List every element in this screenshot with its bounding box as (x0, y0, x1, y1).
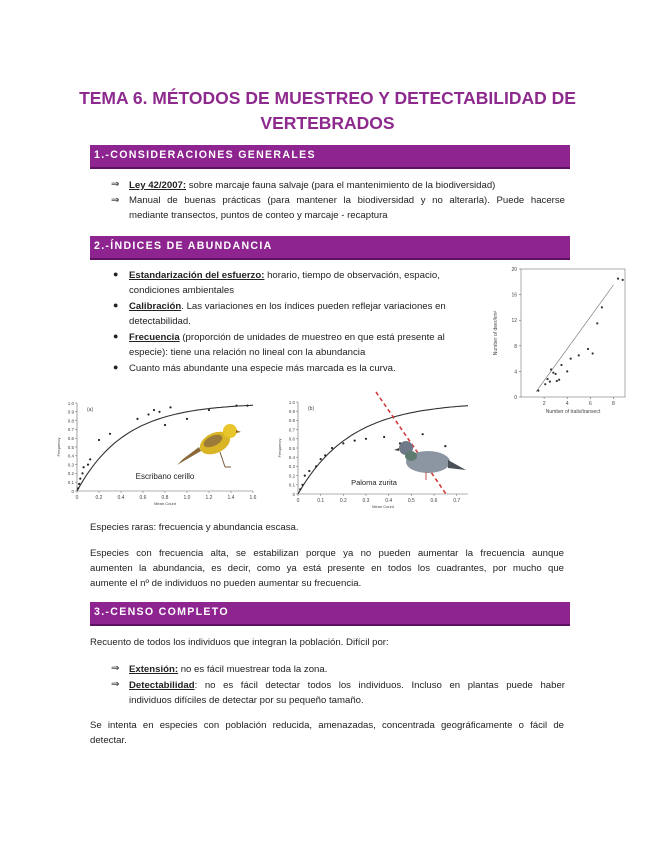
arrow-icon: ⇒ (111, 195, 120, 206)
data-point (342, 442, 344, 444)
data-point (98, 439, 100, 441)
x-tick-label: 0.2 (339, 498, 347, 504)
data-point (320, 458, 322, 460)
bullet-frequency (129, 330, 489, 360)
y-tick-label: 0.2 (288, 473, 295, 479)
detectability-item (129, 678, 565, 708)
y-tick-label: 20 (511, 267, 517, 273)
bullet-standardization (129, 268, 489, 298)
text-detectability-2: individuos difíciles de detectar por su pequeño tamaño. (129, 695, 364, 706)
y-tick-label: 0 (71, 488, 74, 494)
bullet-icon: ● (113, 269, 119, 279)
x-axis-label: Number of trails/transect (545, 409, 601, 415)
section-2-header (90, 236, 570, 260)
data-point (560, 364, 562, 366)
frequency-chart-b (278, 390, 478, 510)
x-tick-label: 0.2 (95, 495, 103, 501)
y-tick-label: 0.6 (67, 436, 74, 441)
data-point (169, 406, 171, 408)
data-point (89, 458, 91, 460)
term-calibration: Calibración (129, 301, 182, 312)
data-point (153, 409, 155, 411)
panel-label: (a) (87, 407, 94, 413)
data-point (81, 472, 83, 474)
y-tick-label: 0.8 (288, 418, 295, 424)
manual-line-1: Manual de buenas prácticas (para mantener la biodiversidad y no alterarla). Puede hacerse (129, 195, 565, 206)
y-tick-label: 4 (514, 369, 517, 376)
x-tick-label: 1.6 (249, 495, 257, 501)
y-tick-label: 0.4 (288, 455, 295, 460)
data-point (79, 478, 81, 480)
hf-line-2: aumenten la abundancia, es decir, como ya está presente en todos los cuadrantes, por mucho que (90, 563, 564, 574)
data-point (147, 413, 149, 415)
text-standardization-2: condiciones ambientales (129, 285, 235, 296)
data-point (558, 379, 560, 381)
text-extension: no es fácil muestrear toda la zona. (178, 664, 328, 675)
bullet-abundance (129, 361, 489, 376)
data-point (246, 405, 248, 407)
data-point (235, 405, 237, 407)
data-point (546, 378, 548, 380)
frequency-chart-a (55, 395, 265, 510)
y-axis-label: Frequency (277, 438, 282, 458)
pigeon-tail (448, 460, 466, 470)
term-frequency: Frecuencia (129, 332, 180, 343)
law-item (129, 178, 495, 193)
bullet-icon: ● (113, 300, 119, 310)
census-closing (90, 718, 564, 748)
data-point (109, 433, 111, 435)
data-point (83, 466, 85, 468)
y-tick-label: 0.2 (67, 471, 74, 477)
y-tick-label: 0.1 (67, 480, 74, 485)
y-tick-label: 0 (292, 491, 295, 497)
x-axis-label: Mean Count (154, 501, 176, 506)
y-tick-label: 1.0 (288, 399, 295, 405)
data-point (186, 418, 188, 420)
arrow-icon: ⇒ (111, 663, 120, 674)
data-point (299, 488, 301, 490)
law-term: Ley 42/2007: (129, 180, 187, 191)
y-tick-label: 0.3 (67, 462, 74, 468)
data-point (617, 278, 619, 280)
x-tick-label: 0.1 (317, 498, 325, 504)
closing-line-2: detectar. (90, 735, 127, 746)
deer-scatter-chart (485, 263, 630, 420)
x-tick-label: 0 (75, 495, 79, 501)
term-extension: Extensión: (129, 664, 179, 675)
data-point (587, 348, 589, 350)
text-calibration: . Las variaciones en los índices pueden reflejar variaciones en (181, 301, 446, 312)
data-point (87, 464, 89, 466)
data-point (544, 383, 546, 385)
data-point (555, 373, 557, 375)
data-point (552, 372, 554, 374)
hf-line-3: aumente el nº de individuos no pueden aumentar su frecuencia. (90, 578, 362, 589)
text-frequency: (proporción de unidades de muestreo en que está presente al (179, 332, 445, 343)
bullet-icon: ● (113, 362, 119, 372)
data-point (566, 370, 568, 372)
data-point (601, 306, 603, 308)
data-point (537, 390, 539, 392)
data-point (550, 368, 552, 370)
y-tick-label: 0.3 (288, 464, 295, 470)
bird-tail (177, 447, 201, 465)
x-tick-label: 8 (612, 401, 615, 407)
x-tick-label: 1.0 (183, 495, 191, 501)
x-tick-label: 0.4 (385, 498, 393, 504)
y-tick-label: 0.6 (288, 436, 295, 442)
plot-frame (521, 269, 625, 397)
data-point (136, 418, 138, 420)
data-point (556, 380, 558, 382)
y-tick-label: 0.7 (288, 427, 295, 433)
bird-head (223, 424, 237, 438)
data-point (208, 409, 210, 411)
x-tick-label: 0.6 (139, 495, 147, 501)
y-tick-label: 12 (511, 318, 517, 325)
x-tick-label: 1.2 (205, 495, 213, 501)
data-point (622, 279, 624, 281)
data-point (578, 354, 580, 356)
data-point (570, 358, 572, 360)
arrow-icon: ⇒ (111, 179, 120, 190)
x-tick-label: 6 (588, 401, 592, 407)
data-point (444, 445, 446, 447)
y-tick-label: 0.9 (67, 409, 74, 415)
species-label-paloma: Paloma zurita (351, 478, 397, 487)
y-tick-label: 0.1 (288, 482, 295, 488)
x-tick-label: 0.5 (407, 498, 415, 504)
x-tick-label: 0.4 (117, 495, 125, 501)
data-point (324, 454, 326, 456)
x-tick-label: 0.8 (161, 495, 169, 501)
hf-line-1: Especies con frecuencia alta, se estabilizan porque ya no pueden aumentar la frecuencia aunque (90, 548, 564, 559)
y-tick-label: 0.5 (67, 444, 74, 450)
section-2-heading: 2.-ÍNDICES DE ABUNDANCIA (94, 240, 273, 252)
section-1-heading: 1.-CONSIDERACIONES GENERALES (94, 149, 316, 161)
panel-label: (b) (308, 406, 315, 412)
x-tick-label: 2 (542, 401, 546, 407)
data-point (158, 411, 160, 413)
bird-beak (236, 430, 241, 433)
y-axis-label: Number of deer/km² (493, 310, 499, 356)
data-point (422, 433, 424, 435)
data-point (549, 381, 551, 383)
y-tick-label: 16 (511, 292, 517, 299)
high-frequency-paragraph (90, 546, 564, 591)
y-tick-label: 8 (514, 343, 517, 350)
data-point (77, 487, 79, 489)
data-point (78, 483, 80, 485)
x-tick-label: 4 (565, 401, 569, 407)
y-tick-label: 0.5 (288, 445, 295, 451)
bullet-icon: ● (113, 331, 119, 341)
term-detectability: Detectabilidad (129, 680, 195, 691)
data-point (383, 436, 385, 438)
data-point (308, 470, 310, 472)
x-tick-label: 0.7 (453, 498, 461, 504)
y-tick-label: 0.4 (67, 453, 74, 459)
data-point (592, 352, 594, 354)
trend-line (536, 285, 613, 392)
census-intro: Recuento de todos los individuos que integran la población. Difícil por: (90, 637, 389, 648)
x-axis-label: Mean Count (372, 504, 394, 509)
data-point (365, 438, 367, 440)
text-calibration-2: detectabilidad. (129, 316, 191, 327)
section-1-header (90, 145, 570, 169)
y-tick-label: 0 (514, 395, 517, 401)
x-tick-label: 0.3 (362, 498, 370, 504)
title-line-1: TEMA 6. MÉTODOS DE MUESTREO Y DETECTABILIDAD DE (79, 88, 576, 108)
data-point (304, 475, 306, 477)
data-point (596, 322, 598, 324)
y-axis-label: Frequency (56, 437, 61, 457)
x-tick-label: 0 (296, 498, 300, 504)
data-point (164, 424, 166, 426)
y-tick-label: 1.0 (67, 400, 74, 406)
pigeon-beak (394, 448, 399, 451)
y-tick-label: 0.8 (67, 418, 74, 424)
y-tick-label: 0.7 (67, 427, 74, 433)
page-title (60, 86, 595, 136)
extension-item (129, 662, 327, 677)
y-tick-label: 0.9 (288, 409, 295, 414)
data-point (301, 484, 303, 486)
arrow-icon: ⇒ (111, 679, 120, 690)
x-tick-label: 1.4 (227, 495, 235, 501)
manual-item (129, 193, 565, 223)
species-label-escribano: Escribano cerillo (135, 472, 195, 481)
title-line-2: VERTEBRADOS (260, 113, 395, 133)
text-abundance: Cuanto más abundante una especie más marcada es la curva. (129, 363, 396, 374)
text-standardization: horario, tiempo de observación, espacio, (264, 270, 440, 281)
data-point (315, 465, 317, 467)
text-frequency-2: especie): tiene una relación no lineal con la abundancia (129, 347, 366, 358)
pigeon-neck (405, 451, 417, 461)
data-point (354, 440, 356, 442)
bird-leg (220, 452, 225, 467)
section-3-heading: 3.-CENSO COMPLETO (94, 606, 229, 618)
text-detectability: : no es fácil detectar todos los individuos. Incluso en plantas puede haber (194, 680, 565, 691)
section-3-header (90, 602, 570, 626)
closing-line-1: Se intenta en especies con población reducida, amenazadas, concentrada geográficamente o fácil de (90, 720, 564, 731)
data-point (331, 447, 333, 449)
bullet-calibration (129, 299, 489, 329)
term-standardization: Estandarización del esfuerzo: (129, 270, 265, 281)
x-tick-label: 0.6 (430, 498, 438, 504)
rare-species-text: Especies raras: frecuencia y abundancia escasa. (90, 522, 299, 533)
law-text: sobre marcaje fauna salvaje (para el mantenimiento de la biodiversidad) (186, 180, 496, 191)
manual-line-2: mediante transectos, puntos de conteo y marcaje - recaptura (129, 210, 388, 221)
